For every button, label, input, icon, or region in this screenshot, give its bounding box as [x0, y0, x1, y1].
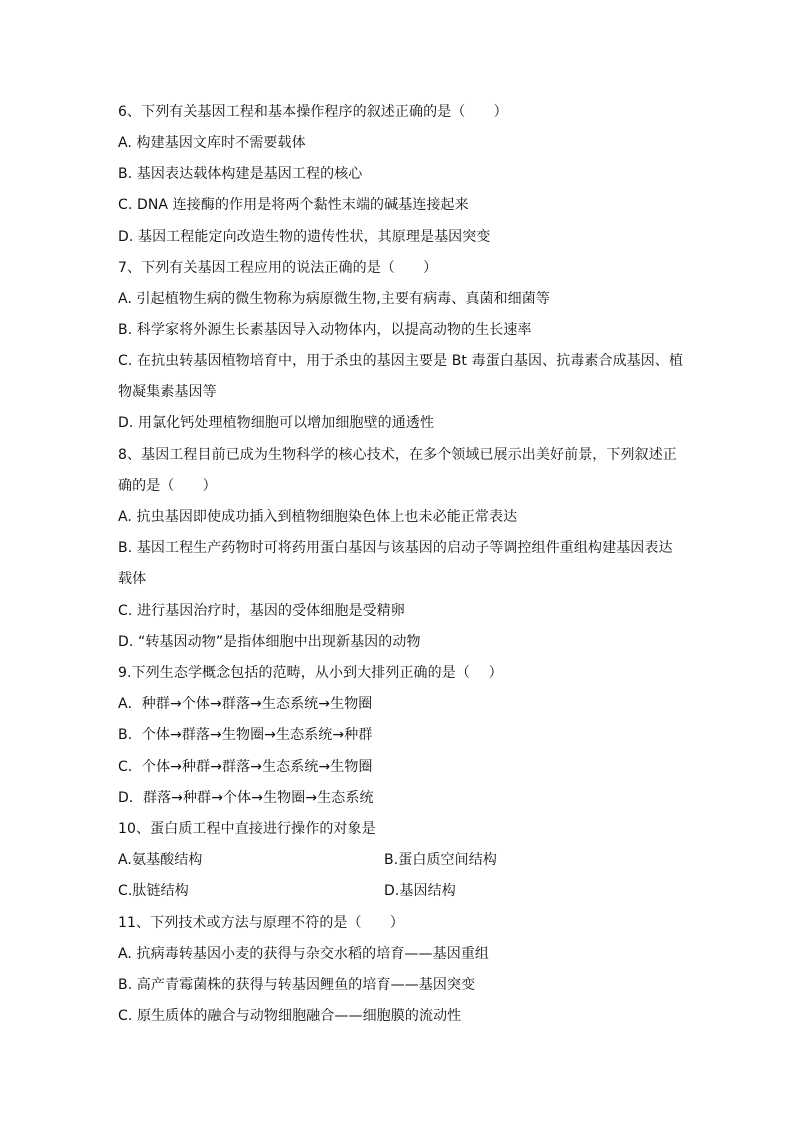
question-8-option-a: A. 抗虫基因即使成功插入到植物细胞染色体上也未必能正常表达 [118, 509, 518, 525]
question-9-stem: 9.下列生态学概念包括的范畴，从小到大排列正确的是（ ） [118, 665, 503, 681]
question-7-stem: 7、下列有关基因工程应用的说法正确的是（ ） [118, 260, 438, 276]
question-7-option-c-line1: C. 在抗虫转基因植物培育中，用于杀虫的基因主要是 Bt 毒蛋白基因、抗毒素合成基因、植 [118, 353, 684, 369]
question-6-option-c: C. DNA 连接酶的作用是将两个黏性末端的碱基连接起来 [118, 197, 469, 213]
question-8-option-b-line2: 载体 [118, 571, 147, 587]
question-7-option-c-line2: 物凝集素基因等 [118, 384, 217, 400]
question-6-stem: 6、下列有关基因工程和基本操作程序的叙述正确的是（ ） [118, 104, 508, 120]
question-11-option-b: B. 高产青霉菌株的获得与转基因鲤鱼的培育——基因突变 [118, 977, 476, 993]
question-8-option-c: C. 进行基因治疗时，基因的受体细胞是受精卵 [118, 603, 405, 619]
question-11-option-a: A. 抗病毒转基因小麦的获得与杂交水稻的培育——基因重组 [118, 946, 490, 962]
question-11-option-c: C. 原生质体的融合与动物细胞融合——细胞膜的流动性 [118, 1008, 462, 1024]
question-7-option-b: B. 科学家将外源生长素基因导入动物体内，以提高动物的生长速率 [118, 322, 532, 338]
question-9-option-a: A．种群→个体→群落→生态系统→生物圈 [118, 696, 373, 712]
question-9-option-b: B．个体→群落→生物圈→生态系统→种群 [118, 727, 373, 743]
question-6-option-a: A. 构建基因文库时不需要载体 [118, 135, 306, 151]
question-9-option-d: D．群落→种群→个体→生物圈→生态系统 [118, 790, 374, 806]
question-10-option-c: C.肽链结构 [118, 883, 189, 899]
question-6-option-d: D. 基因工程能定向改造生物的遗传性状，其原理是基因突变 [118, 229, 491, 245]
question-9-option-c: C．个体→种群→群落→生态系统→生物圈 [118, 759, 373, 775]
question-7-option-a: A. 引起植物生病的微生物称为病原微生物,主要有病毒、真菌和细菌等 [118, 291, 550, 307]
question-8-stem-line2: 确的是（ ） [118, 478, 217, 494]
question-8-option-b-line1: B. 基因工程生产药物时可将药用蛋白基因与该基因的启动子等调控组件重组构建基因表达 [118, 540, 673, 556]
question-7-option-d: D. 用氯化钙处理植物细胞可以增加细胞壁的通透性 [118, 415, 435, 431]
question-10-option-d: D.基因结构 [384, 883, 456, 899]
question-10-option-a: A.氨基酸结构 [118, 852, 203, 868]
question-10-option-b: B.蛋白质空间结构 [384, 852, 497, 868]
question-11-stem: 11、下列技术或方法与原理不符的是（ ） [118, 915, 404, 931]
question-8-stem-line1: 8、基因工程目前已成为生物科学的核心技术，在多个领域已展示出美好前景，下列叙述正 [118, 447, 677, 463]
question-8-option-d: D. “转基因动物”是指体细胞中出现新基因的动物 [118, 634, 421, 650]
question-6-option-b: B. 基因表达载体构建是基因工程的核心 [118, 166, 363, 182]
question-10-stem: 10、蛋白质工程中直接进行操作的对象是 [118, 821, 376, 837]
